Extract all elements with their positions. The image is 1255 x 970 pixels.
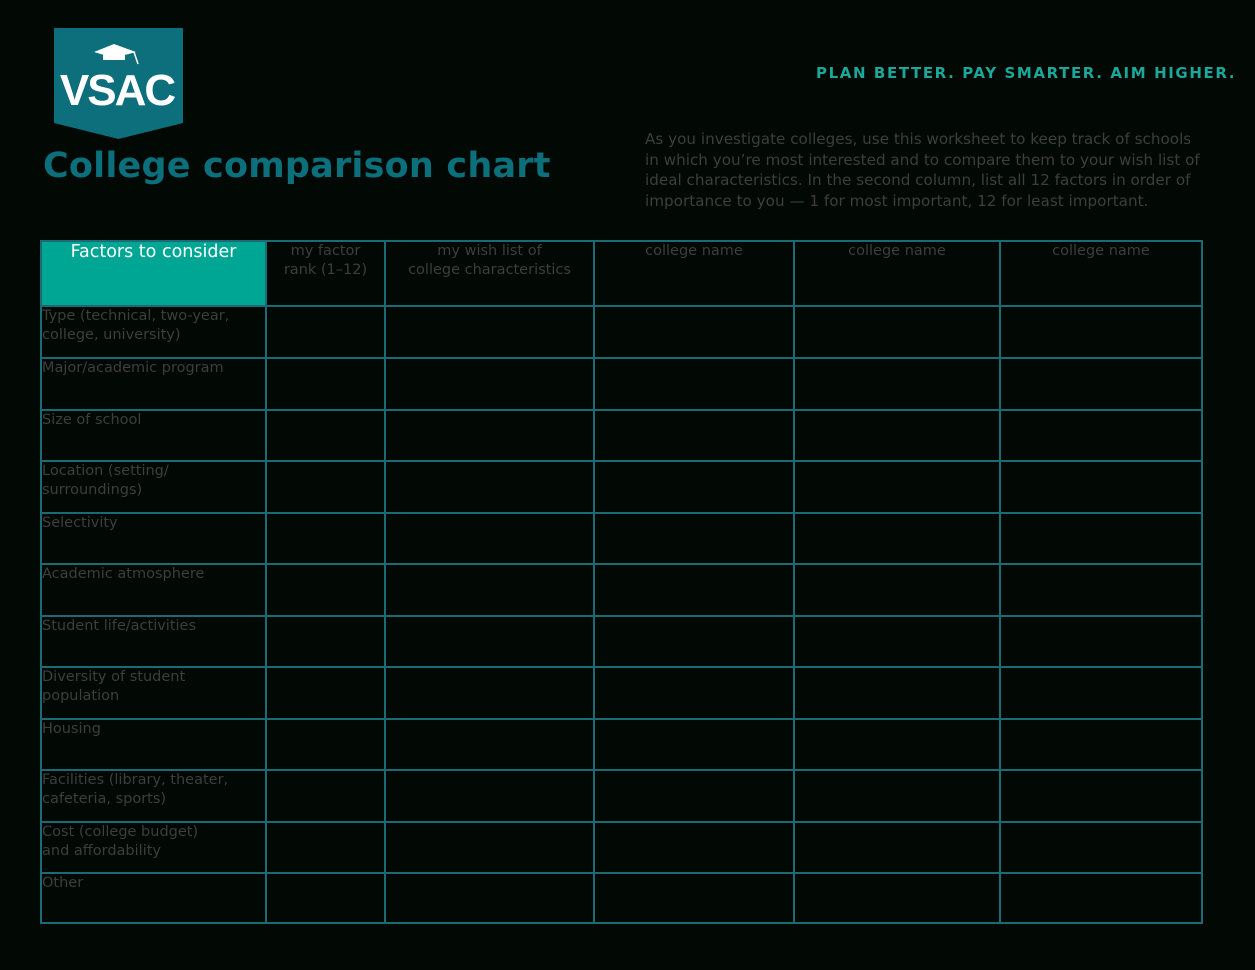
factor-label bbox=[41, 616, 266, 667]
rank-cell[interactable] bbox=[266, 616, 385, 667]
rank-cell[interactable] bbox=[266, 873, 385, 923]
factor-label bbox=[41, 461, 266, 513]
table-row bbox=[41, 822, 1202, 873]
factor-label bbox=[41, 306, 266, 358]
college2-cell[interactable] bbox=[794, 770, 1000, 822]
college2-cell[interactable] bbox=[794, 306, 1000, 358]
factor-label-line: Diversity of student bbox=[42, 669, 186, 685]
college2-cell[interactable] bbox=[794, 873, 1000, 923]
header-row bbox=[41, 241, 1202, 306]
college1-cell[interactable] bbox=[594, 306, 794, 358]
college3-cell[interactable] bbox=[1000, 719, 1202, 770]
factor-label-line: cafeteria, sports) bbox=[42, 791, 167, 807]
factor-label-line: Student life/activities bbox=[42, 618, 197, 634]
table-row bbox=[41, 719, 1202, 770]
header-factors bbox=[41, 241, 266, 306]
table-row bbox=[41, 667, 1202, 719]
svg-text:VSAC: VSAC bbox=[59, 66, 175, 115]
factor-label bbox=[41, 770, 266, 822]
college2-cell[interactable] bbox=[794, 822, 1000, 873]
college2-cell[interactable] bbox=[794, 719, 1000, 770]
factor-label bbox=[41, 564, 266, 616]
college1-cell[interactable] bbox=[594, 358, 794, 410]
header-college-name bbox=[794, 241, 1000, 306]
wish-cell[interactable] bbox=[385, 667, 594, 719]
table-body bbox=[41, 306, 1202, 923]
rank-cell[interactable] bbox=[266, 513, 385, 564]
header-wish-list bbox=[385, 241, 594, 306]
header-label-line: Factors to consider bbox=[70, 242, 237, 262]
header-label-line: college name bbox=[848, 243, 946, 259]
table-row bbox=[41, 770, 1202, 822]
college1-cell[interactable] bbox=[594, 770, 794, 822]
factor-label-line: Facilities (library, theater, bbox=[42, 772, 229, 788]
wish-cell[interactable] bbox=[385, 410, 594, 461]
college3-cell[interactable] bbox=[1000, 410, 1202, 461]
college3-cell[interactable] bbox=[1000, 770, 1202, 822]
table-row bbox=[41, 306, 1202, 358]
college1-cell[interactable] bbox=[594, 719, 794, 770]
factor-label-line: Size of school bbox=[42, 412, 142, 428]
college1-cell[interactable] bbox=[594, 461, 794, 513]
factor-label-line: Selectivity bbox=[42, 515, 118, 531]
rank-cell[interactable] bbox=[266, 306, 385, 358]
wish-cell[interactable] bbox=[385, 822, 594, 873]
wish-cell[interactable] bbox=[385, 358, 594, 410]
table-row bbox=[41, 564, 1202, 616]
factor-label-line: college, university) bbox=[42, 327, 181, 343]
factor-label-line: Housing bbox=[42, 721, 101, 737]
factor-label-line: population bbox=[42, 688, 120, 704]
table-row bbox=[41, 410, 1202, 461]
table-row bbox=[41, 461, 1202, 513]
college2-cell[interactable] bbox=[794, 358, 1000, 410]
college3-cell[interactable] bbox=[1000, 616, 1202, 667]
table-row bbox=[41, 873, 1202, 923]
factor-label-line: surroundings) bbox=[42, 482, 143, 498]
vsac-logo bbox=[54, 28, 183, 139]
comparison-table bbox=[40, 240, 1203, 924]
factor-label bbox=[41, 719, 266, 770]
factor-label-line: Major/academic program bbox=[42, 360, 224, 376]
header-college-name bbox=[1000, 241, 1202, 306]
table-row bbox=[41, 358, 1202, 410]
header-label-line: college characteristics bbox=[408, 262, 571, 278]
wish-cell[interactable] bbox=[385, 616, 594, 667]
logo-badge bbox=[54, 28, 183, 139]
rank-cell[interactable] bbox=[266, 667, 385, 719]
college3-cell[interactable] bbox=[1000, 461, 1202, 513]
factor-label bbox=[41, 667, 266, 719]
rank-cell[interactable] bbox=[266, 410, 385, 461]
page-title: College comparison chart bbox=[43, 146, 551, 186]
wish-cell[interactable] bbox=[385, 564, 594, 616]
college1-cell[interactable] bbox=[594, 564, 794, 616]
factor-label-line: Type (technical, two-year, bbox=[42, 308, 230, 324]
college2-cell[interactable] bbox=[794, 667, 1000, 719]
rank-cell[interactable] bbox=[266, 822, 385, 873]
factor-label-line: and affordability bbox=[42, 843, 161, 859]
rank-cell[interactable] bbox=[266, 770, 385, 822]
college3-cell[interactable] bbox=[1000, 358, 1202, 410]
college1-cell[interactable] bbox=[594, 616, 794, 667]
table-row bbox=[41, 513, 1202, 564]
table-row bbox=[41, 616, 1202, 667]
college2-cell[interactable] bbox=[794, 461, 1000, 513]
college3-cell[interactable] bbox=[1000, 873, 1202, 923]
factor-label bbox=[41, 513, 266, 564]
college2-cell[interactable] bbox=[794, 564, 1000, 616]
factor-label-line: Academic atmosphere bbox=[42, 566, 205, 582]
rank-cell[interactable] bbox=[266, 461, 385, 513]
college3-cell[interactable] bbox=[1000, 667, 1202, 719]
rank-cell[interactable] bbox=[266, 564, 385, 616]
rank-cell[interactable] bbox=[266, 358, 385, 410]
factor-label bbox=[41, 410, 266, 461]
header-label-line: rank (1–12) bbox=[283, 262, 368, 278]
college2-cell[interactable] bbox=[794, 513, 1000, 564]
wish-cell[interactable] bbox=[385, 461, 594, 513]
wish-cell[interactable] bbox=[385, 873, 594, 923]
wish-cell[interactable] bbox=[385, 770, 594, 822]
rank-cell[interactable] bbox=[266, 719, 385, 770]
header-label-line: my wish list of bbox=[437, 243, 542, 259]
college1-cell[interactable] bbox=[594, 513, 794, 564]
tagline: PLAN BETTER. PAY SMARTER. AIM HIGHER. bbox=[816, 64, 1237, 82]
wish-cell[interactable] bbox=[385, 306, 594, 358]
wish-cell[interactable] bbox=[385, 513, 594, 564]
header-rank bbox=[266, 241, 385, 306]
header-college-name bbox=[594, 241, 794, 306]
college3-cell[interactable] bbox=[1000, 822, 1202, 873]
intro-paragraph: As you investigate colleges, use this worksheet to keep track of schools in which you’re most interested and to compare them to your wish list of ideal characteristics. In the second column, list all 12 factors in order of importance to you — 1 for most important, 12 for least important. bbox=[645, 130, 1200, 211]
college1-cell[interactable] bbox=[594, 667, 794, 719]
factor-label bbox=[41, 358, 266, 410]
college1-cell[interactable] bbox=[594, 822, 794, 873]
header-label-line: college name bbox=[645, 243, 743, 259]
factor-label bbox=[41, 822, 266, 873]
wish-cell[interactable] bbox=[385, 719, 594, 770]
header-label-line: my factor bbox=[290, 243, 361, 259]
college2-cell[interactable] bbox=[794, 410, 1000, 461]
factor-label-line: Location (setting/ bbox=[42, 463, 169, 479]
factor-label-line: Other bbox=[42, 875, 84, 891]
college3-cell[interactable] bbox=[1000, 306, 1202, 358]
header-label-line: college name bbox=[1052, 243, 1150, 259]
college2-cell[interactable] bbox=[794, 616, 1000, 667]
college3-cell[interactable] bbox=[1000, 513, 1202, 564]
factor-label-line: Cost (college budget) bbox=[42, 824, 199, 840]
college1-cell[interactable] bbox=[594, 410, 794, 461]
factor-label bbox=[41, 873, 266, 923]
college1-cell[interactable] bbox=[594, 873, 794, 923]
college3-cell[interactable] bbox=[1000, 564, 1202, 616]
